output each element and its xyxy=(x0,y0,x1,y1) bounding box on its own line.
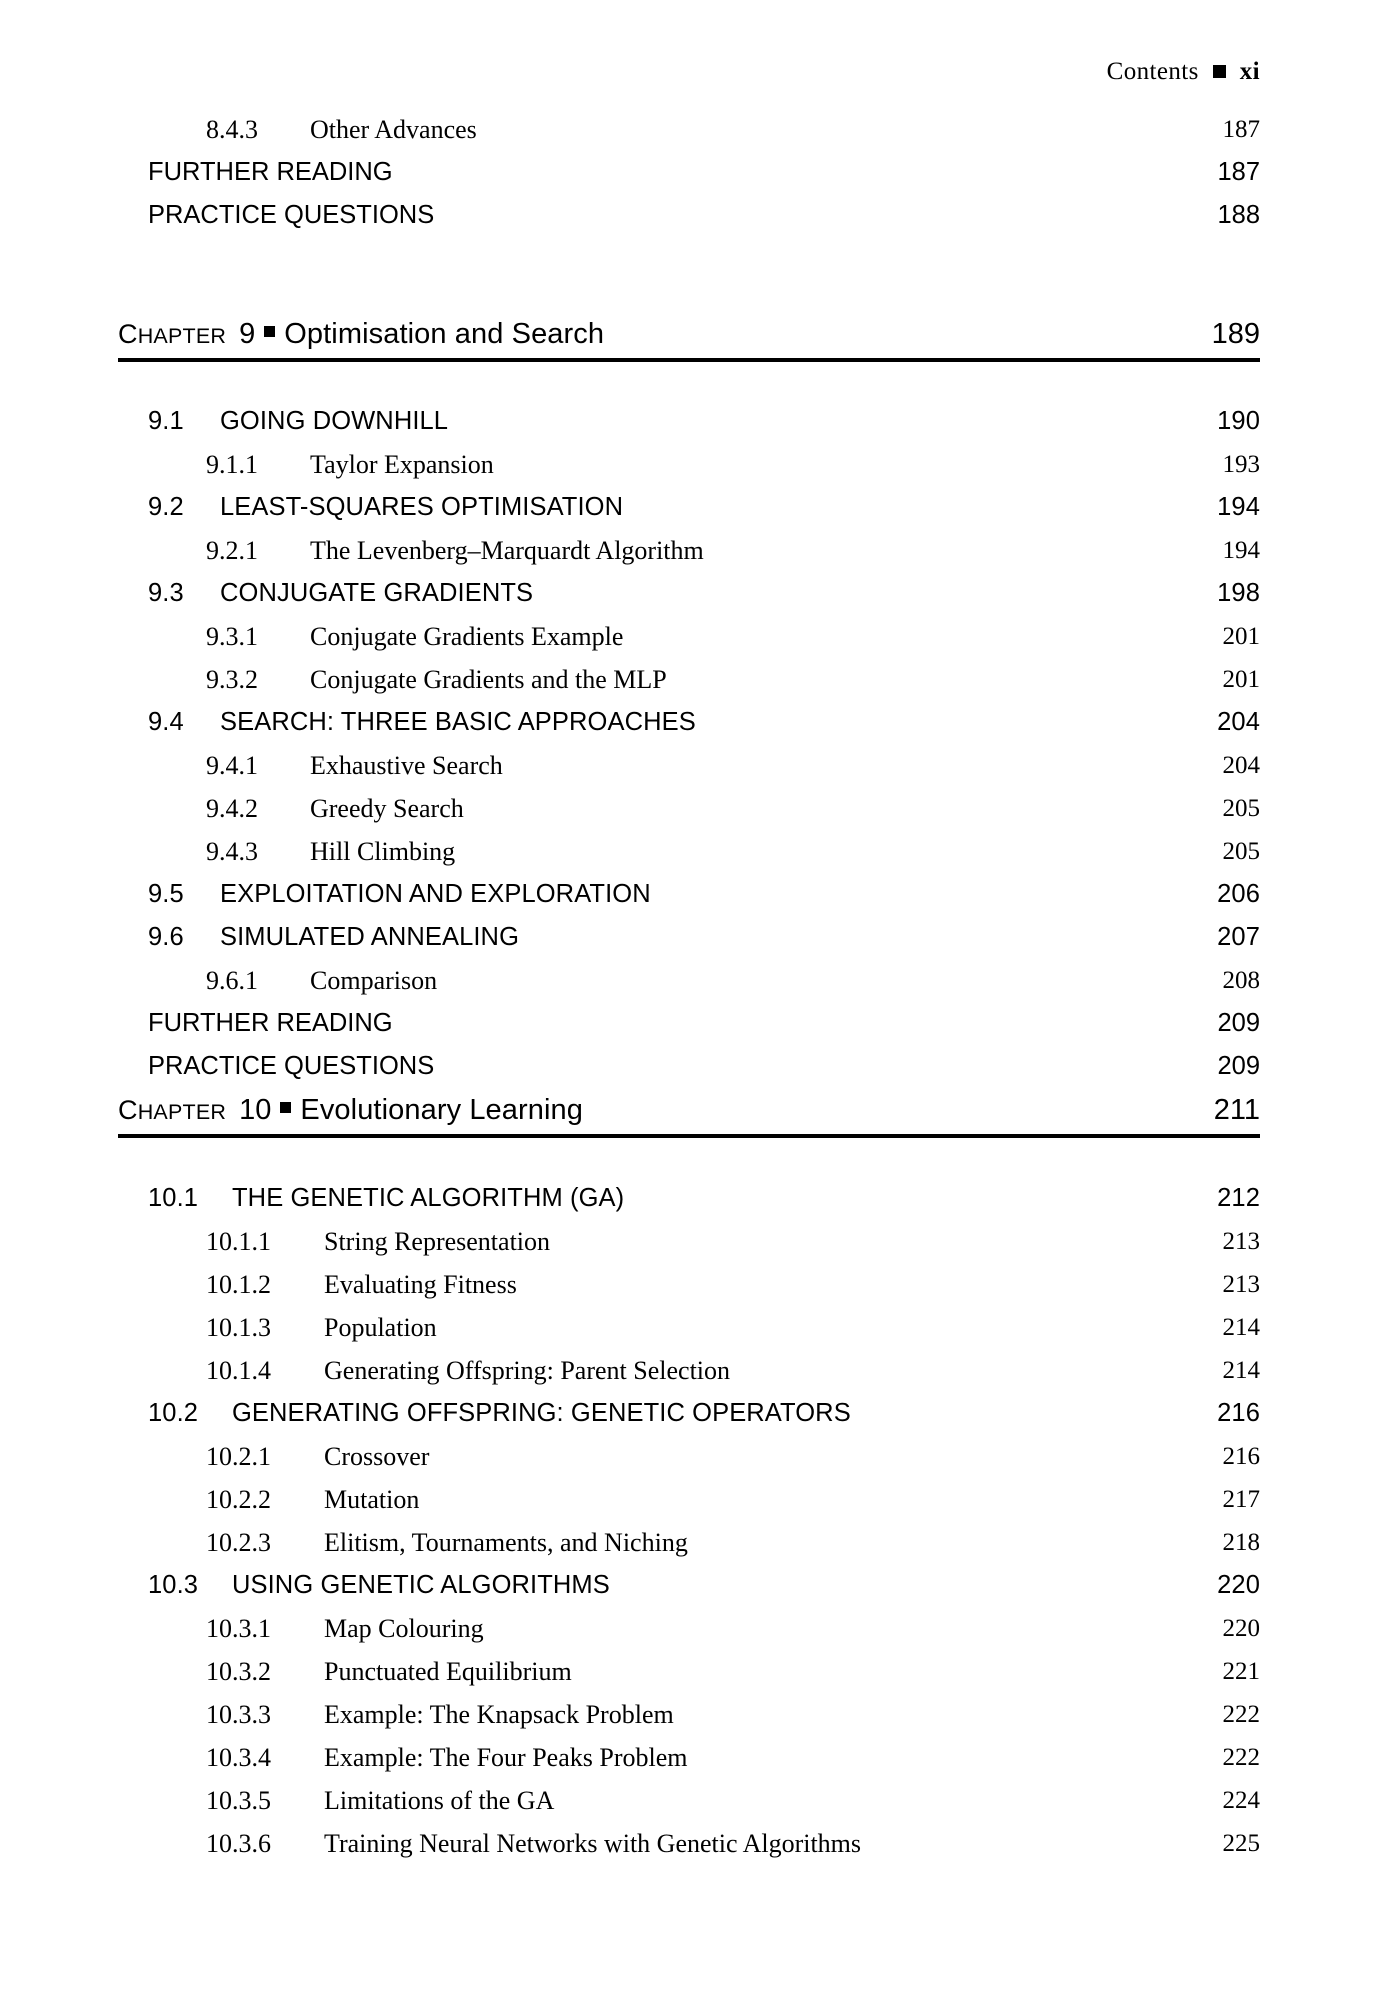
toc-entry-title: Example: The Knapsack Problem xyxy=(324,1699,674,1729)
toc-entry-number: 9.6.1 xyxy=(206,965,258,995)
toc-entry-title: Other Advances xyxy=(310,114,477,144)
toc-entry[interactable] xyxy=(148,1435,1260,1478)
toc-entry-title: Mutation xyxy=(324,1484,420,1514)
toc-entry-page-number: 216 xyxy=(1222,1442,1260,1470)
toc-entry-title: Greedy Search xyxy=(310,793,464,823)
toc-entry-page-number: 201 xyxy=(1222,622,1260,650)
chapter-word-label: CHAPTER xyxy=(118,319,227,349)
toc-entry-number: 9.3.2 xyxy=(206,664,258,694)
toc-entry[interactable] xyxy=(148,1521,1260,1564)
toc-entry[interactable] xyxy=(148,873,1260,916)
toc-entry-title: Example: The Four Peaks Problem xyxy=(324,1742,688,1772)
toc-entry-page-number: 222 xyxy=(1222,1743,1260,1771)
toc-entry[interactable] xyxy=(148,1177,1260,1220)
toc-entry-number: 10.3.3 xyxy=(206,1699,271,1729)
toc-entry[interactable] xyxy=(148,830,1260,873)
toc-entry-title: Conjugate Gradients and the MLP xyxy=(310,664,667,694)
toc-entry-title: Training Neural Networks with Genetic Algorithms xyxy=(324,1828,862,1858)
toc-entry-number: 10.1.2 xyxy=(206,1269,271,1299)
toc-entry[interactable] xyxy=(148,1263,1260,1306)
toc-entry-title: String Representation xyxy=(324,1226,551,1256)
chapter-page-number: 211 xyxy=(1213,1094,1260,1126)
chapter-number: 9 xyxy=(239,318,256,350)
toc-entry-number: 9.2.1 xyxy=(206,535,258,565)
toc-entry-title: GENERATING OFFSPRING: GENETIC OPERATORS xyxy=(232,1399,851,1427)
toc-entry-title: Map Colouring xyxy=(324,1613,484,1643)
toc-entry-number: 10.2.2 xyxy=(206,1484,271,1514)
toc-entry[interactable] xyxy=(148,787,1260,830)
toc-entry-page-number: 204 xyxy=(1217,708,1260,736)
toc-entry[interactable] xyxy=(148,744,1260,787)
toc-entry-title: PRACTICE QUESTIONS xyxy=(148,201,435,229)
toc-entry-page-number: 205 xyxy=(1222,794,1260,822)
toc-entry-title: USING GENETIC ALGORITHMS xyxy=(232,1571,610,1599)
filled-square-icon xyxy=(280,1102,291,1113)
toc-entry-number: 9.3.1 xyxy=(206,621,258,651)
chapter-title: Optimisation and Search xyxy=(284,318,605,350)
toc-entry-page-number: 204 xyxy=(1222,751,1260,779)
toc-entry[interactable] xyxy=(148,916,1260,959)
toc-entry[interactable] xyxy=(148,658,1260,701)
toc-entry-number: 9.4.2 xyxy=(206,793,258,823)
toc-entry[interactable] xyxy=(148,1392,1260,1435)
chapter-title: Evolutionary Learning xyxy=(300,1094,584,1126)
toc-entry-title: Elitism, Tournaments, and Niching xyxy=(324,1527,688,1557)
toc-entry-number: 9.2 xyxy=(148,493,184,521)
running-head-label: Contents xyxy=(1106,58,1199,85)
toc-entry-page-number: 216 xyxy=(1217,1399,1260,1427)
toc-entry-number: 9.5 xyxy=(148,880,184,908)
toc-entry-number: 8.4.3 xyxy=(206,114,258,144)
toc-entry-page-number: 206 xyxy=(1217,880,1260,908)
toc-entry-title: CONJUGATE GRADIENTS xyxy=(220,579,534,607)
toc-entry-number: 9.6 xyxy=(148,923,184,951)
toc-entry[interactable] xyxy=(148,572,1260,615)
toc-entry[interactable] xyxy=(148,615,1260,658)
toc-entry-number: 10.2.3 xyxy=(206,1527,271,1557)
toc-entry-page-number: 201 xyxy=(1222,665,1260,693)
toc-entry[interactable] xyxy=(148,1306,1260,1349)
toc-entry[interactable] xyxy=(148,701,1260,744)
toc-entry-title: GOING DOWNHILL xyxy=(220,407,449,435)
toc-entry-number: 9.4.1 xyxy=(206,750,258,780)
toc-entry-page-number: 225 xyxy=(1222,1829,1260,1857)
toc-entry[interactable] xyxy=(148,194,1260,237)
toc-entry-number: 10.1.3 xyxy=(206,1312,271,1342)
toc-entry-page-number: 214 xyxy=(1222,1313,1260,1341)
toc-entry-title: Limitations of the GA xyxy=(324,1785,555,1815)
toc-entry-page-number: 207 xyxy=(1217,923,1260,951)
toc-entry-number: 10.1.4 xyxy=(206,1355,271,1385)
toc-entry[interactable] xyxy=(148,1650,1260,1693)
toc-entry[interactable] xyxy=(148,959,1260,1002)
filled-square-icon xyxy=(1213,65,1226,78)
toc-entry-page-number: 214 xyxy=(1222,1356,1260,1384)
toc-entry[interactable] xyxy=(148,1736,1260,1779)
chapter-rule xyxy=(118,358,1260,362)
toc-entry-number: 10.3.5 xyxy=(206,1785,271,1815)
chapter-word-label: CHAPTER xyxy=(118,1095,227,1125)
toc-entry-number: 10.1 xyxy=(148,1184,199,1212)
toc-entry-number: 9.4.3 xyxy=(206,836,258,866)
toc-entry-page-number: 213 xyxy=(1222,1227,1260,1255)
chapter-page-number: 189 xyxy=(1211,318,1260,350)
toc-entry-page-number: 213 xyxy=(1222,1270,1260,1298)
toc-entry-title: FURTHER READING xyxy=(148,158,393,186)
toc-entry-title: Hill Climbing xyxy=(310,836,456,866)
toc-entry[interactable] xyxy=(148,486,1260,529)
toc-entry[interactable] xyxy=(148,443,1260,486)
running-head xyxy=(1107,58,1260,86)
toc-entry-page-number: 188 xyxy=(1217,201,1260,229)
toc-entry-page-number: 194 xyxy=(1222,536,1260,564)
toc-entry[interactable] xyxy=(148,529,1260,572)
toc-entry-page-number: 205 xyxy=(1222,837,1260,865)
running-head-folio: xi xyxy=(1239,58,1260,85)
toc-entry-number: 10.3.6 xyxy=(206,1828,271,1858)
toc-entry-title: SIMULATED ANNEALING xyxy=(220,923,519,951)
toc-entry-page-number: 187 xyxy=(1222,115,1260,143)
toc-entry-page-number: 198 xyxy=(1217,579,1260,607)
toc-entry-title: Comparison xyxy=(310,965,438,995)
filled-square-icon xyxy=(264,326,275,337)
toc-entry[interactable] xyxy=(148,151,1260,194)
toc-entry-page-number: 187 xyxy=(1217,158,1260,186)
toc-entry-page-number: 209 xyxy=(1217,1009,1260,1037)
toc-entry-page-number: 222 xyxy=(1222,1700,1260,1728)
toc-entry-title: Evaluating Fitness xyxy=(324,1269,517,1299)
toc-entry-title: The Levenberg–Marquardt Algorithm xyxy=(310,535,704,565)
toc-entry-page-number: 208 xyxy=(1222,966,1260,994)
toc-entry[interactable] xyxy=(148,1349,1260,1392)
toc-entry-title: Population xyxy=(324,1312,437,1342)
toc-entry-number: 10.2.1 xyxy=(206,1441,271,1471)
toc-entry-page-number: 218 xyxy=(1222,1528,1260,1556)
toc-entry-title: Conjugate Gradients Example xyxy=(310,621,624,651)
toc-entry-title: PRACTICE QUESTIONS xyxy=(148,1052,435,1080)
toc-entry[interactable] xyxy=(148,1045,1260,1088)
toc-entry-number: 10.3 xyxy=(148,1571,199,1599)
toc-entry-page-number: 212 xyxy=(1217,1184,1260,1212)
toc-entry[interactable] xyxy=(148,1693,1260,1736)
toc-entry-page-number: 221 xyxy=(1222,1657,1260,1685)
toc-entry-number: 9.3 xyxy=(148,579,184,607)
toc-list-chapter-9 xyxy=(148,400,1260,1088)
toc-entry-page-number: 217 xyxy=(1222,1485,1260,1513)
toc-entry-number: 9.1 xyxy=(148,407,184,435)
toc-entry-number: 9.4 xyxy=(148,708,184,736)
toc-entry-title: EXPLOITATION AND EXPLORATION xyxy=(220,880,651,908)
toc-list-chapter-8-tail xyxy=(148,108,1260,237)
toc-entry-title: Crossover xyxy=(324,1441,430,1471)
toc-entry-page-number: 194 xyxy=(1217,493,1260,521)
toc-entry-title: Exhaustive Search xyxy=(310,750,503,780)
toc-entry-title: Generating Offspring: Parent Selection xyxy=(324,1355,731,1385)
toc-entry-title: Punctuated Equilibrium xyxy=(324,1656,572,1686)
toc-entry-title: FURTHER READING xyxy=(148,1009,393,1037)
toc-entry-page-number: 224 xyxy=(1222,1786,1260,1814)
toc-entry[interactable] xyxy=(148,1779,1260,1822)
toc-list-chapter-10 xyxy=(148,1177,1260,1865)
toc-entry-number: 10.1.1 xyxy=(206,1226,271,1256)
toc-entry[interactable] xyxy=(148,1607,1260,1650)
toc-entry[interactable] xyxy=(148,400,1260,443)
chapter-heading-9[interactable] xyxy=(118,318,1260,362)
chapter-heading-10[interactable] xyxy=(118,1094,1260,1138)
toc-entry-page-number: 193 xyxy=(1222,450,1260,478)
toc-entry-number: 10.2 xyxy=(148,1399,199,1427)
toc-entry-number: 10.3.1 xyxy=(206,1613,271,1643)
toc-entry-number: 10.3.2 xyxy=(206,1656,271,1686)
toc-entry[interactable] xyxy=(148,1822,1260,1865)
toc-entry-title: SEARCH: THREE BASIC APPROACHES xyxy=(220,708,696,736)
toc-entry[interactable] xyxy=(148,1220,1260,1263)
toc-entry-page-number: 190 xyxy=(1217,407,1260,435)
toc-entry[interactable] xyxy=(148,1002,1260,1045)
toc-entry-number: 9.1.1 xyxy=(206,449,258,479)
toc-entry-title: THE GENETIC ALGORITHM (GA) xyxy=(232,1184,625,1212)
chapter-rule xyxy=(118,1134,1260,1138)
toc-entry-title: LEAST-SQUARES OPTIMISATION xyxy=(220,493,624,521)
toc-entry[interactable] xyxy=(148,108,1260,151)
toc-entry-page-number: 220 xyxy=(1217,1571,1260,1599)
toc-entry-page-number: 220 xyxy=(1222,1614,1260,1642)
toc-entry-page-number: 209 xyxy=(1217,1052,1260,1080)
toc-entry-title: Taylor Expansion xyxy=(310,449,494,479)
toc-entry[interactable] xyxy=(148,1478,1260,1521)
toc-entry[interactable] xyxy=(148,1564,1260,1607)
chapter-number: 10 xyxy=(239,1094,272,1126)
toc-entry-number: 10.3.4 xyxy=(206,1742,271,1772)
